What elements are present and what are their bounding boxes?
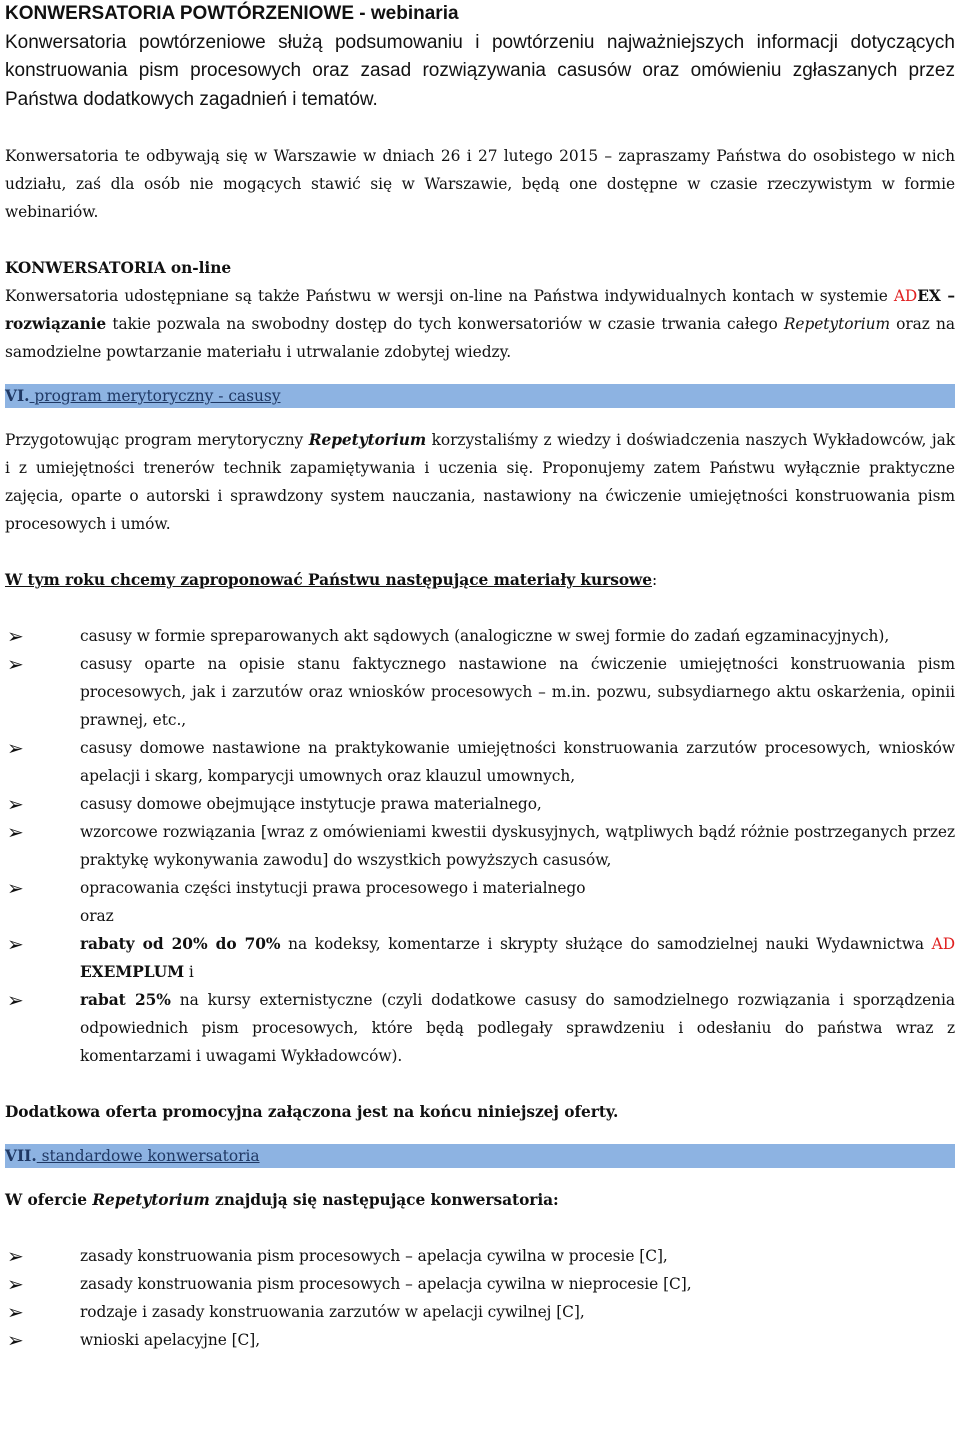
arrow-bullet-icon: ➢ — [7, 1272, 24, 1296]
section-vii-number: VII. — [5, 1147, 37, 1165]
list-item-text: zasady konstruowania pism procesowych – apelacja cywilna w nieprocesie [C], — [80, 1275, 692, 1293]
online-text-2: – rozwiązanie — [5, 287, 955, 333]
list-item — [5, 874, 955, 930]
online-text-5: oraz na samodzielne powtarzanie materiału i utrwalanie zdobytej wiedzy. — [5, 315, 955, 361]
list-item — [5, 1298, 955, 1326]
arrow-bullet-icon: ➢ — [7, 652, 24, 676]
list-item-text: rodzaje i zasady konstruowania zarzutów w apelacji cywilnej [C], — [80, 1303, 585, 1321]
materials-heading-colon: : — [652, 571, 658, 589]
arrow-bullet-icon: ➢ — [7, 1300, 24, 1324]
online-text-repetytorium: Repetytorium — [783, 315, 891, 333]
list-item — [5, 818, 955, 874]
offer-lead — [5, 1186, 955, 1214]
list-item — [5, 1242, 955, 1270]
konwersatoria-list — [5, 1242, 955, 1354]
arrow-bullet-icon: ➢ — [7, 820, 24, 844]
section-vii-title: standardowe konwersatoria — [36, 1147, 260, 1165]
oraz-text: oraz — [80, 907, 114, 925]
list-item — [5, 650, 955, 734]
list-item — [5, 622, 955, 650]
list-item — [5, 1326, 955, 1354]
webinaria-paragraph: Konwersatoria powtórzeniowe służą podsumowaniu i powtórzeniu najważniejszych informacji dotyczących konstruowania pism procesowych oraz zasad rozwiązywania casusów oraz omówieniu zgłaszanych przez Państwa dodatkowych zagadnień i tematów. — [5, 31, 955, 110]
list-item-text: casusy domowe obejmujące instytucje prawa materialnego, — [80, 795, 542, 813]
list-item-text: wnioski apelacyjne [C], — [80, 1331, 261, 1349]
arrow-bullet-icon: ➢ — [7, 624, 24, 648]
adex-brand-ex: EX — [917, 287, 941, 305]
arrow-bullet-icon: ➢ — [7, 1328, 24, 1352]
list-item-text: wzorcowe rozwiązania [wraz z omówieniami kwestii dyskusyjnych, wątpliwych bądź różnie postrzeganych przez praktykę wykonywania zawodu] do wszystkich powyższych casusów, — [80, 823, 955, 869]
arrow-bullet-icon: ➢ — [7, 1244, 24, 1268]
arrow-bullet-icon: ➢ — [7, 792, 24, 816]
publisher-brand-ad: AD — [931, 935, 955, 953]
arrow-bullet-icon: ➢ — [7, 876, 24, 900]
program-text-repetytorium: Repetytorium — [308, 431, 427, 449]
materials-heading — [5, 566, 955, 594]
list-item — [5, 986, 955, 1070]
arrow-bullet-icon: ➢ — [7, 932, 24, 956]
rabaty-text: na kodeksy, komentarze i skrypty służące do samodzielnej nauki Wydawnictwa — [280, 935, 932, 953]
adex-brand-ad: AD — [893, 287, 918, 305]
materials-heading-text: W tym roku chcemy zaproponować Państwu następujące materiały kursowe — [5, 571, 652, 589]
program-text-3: korzystaliśmy z wiedzy i doświadczenia naszych Wykładowców, jak i z umiejętności trenerów technik zapamiętywania i uczenia się. Proponujemy zatem Państwu wyłącznie praktyczne zajęcia, oparte o autorski i sprawdzony system nauczania, nastawiony na ćwiczenie umiejętności konstruowania pism procesowych i umów. — [5, 431, 955, 533]
list-item — [5, 1270, 955, 1298]
materials-list — [5, 622, 955, 1070]
list-item — [5, 734, 955, 790]
list-item — [5, 790, 955, 818]
webinaria-heading: KONWERSATORIA POWTÓRZENIOWE - webinaria — [5, 3, 459, 24]
list-item-text: casusy oparte na opisie stanu faktycznego nastawione na ćwiczenie umiejętności konstruowania pism procesowych, jak i zarzutów oraz wniosków procesowych – m.in. pozwu, subsydiarnego aktu oskarżenia, opinii prawnej, etc., — [80, 655, 955, 729]
rabat-bold: rabat 25% — [80, 991, 171, 1009]
section-vi-heading — [5, 384, 955, 408]
publisher-brand-exemplum: EXEMPLUM — [80, 963, 185, 981]
list-item-text: opracowania części instytucji prawa procesowego i materialnego — [80, 879, 586, 897]
rabaty-bold: rabaty od 20% do 70% — [80, 935, 281, 953]
arrow-bullet-icon: ➢ — [7, 736, 24, 760]
list-item-text: casusy domowe nastawione na praktykowanie umiejętności konstruowania zarzutów procesowych, wniosków apelacji i skarg, komparycji umownych oraz klauzul umownych, — [80, 739, 955, 785]
program-text-1: Przygotowując program merytoryczny — [5, 431, 309, 449]
rabaty-end: i — [184, 963, 194, 981]
online-text-1: Konwersatoria udostępniane są także Państwu w wersji on-line na Państwa indywidualnych kontach w systemie — [5, 287, 894, 305]
offer-lead-repetytorium: Repetytorium — [92, 1191, 210, 1209]
program-paragraph — [5, 426, 955, 538]
arrow-bullet-icon: ➢ — [7, 988, 24, 1012]
warsaw-dates-paragraph: Konwersatoria te odbywają się w Warszawie w dniach 26 i 27 lutego 2015 – zapraszamy Państwa do osobistego w nich udziału, zaś dla osób nie mogących stawić się w Warszawie, będą one dostępne w czasie rzeczywistym w formie webinariów. — [5, 147, 955, 221]
list-item — [5, 930, 955, 986]
section-vi-title: program merytoryczny - casusy — [29, 387, 281, 405]
online-paragraph — [5, 282, 955, 366]
section-vii-heading — [5, 1144, 955, 1168]
list-item-text: zasady konstruowania pism procesowych – apelacja cywilna w procesie [C], — [80, 1247, 668, 1265]
rabat-text: na kursy externistyczne (czyli dodatkowe casusy do samodzielnego rozwiązania i sporządzenia odpowiednich pism procesowych, które będą podlegały sprawdzeniu i odesłaniu do państwa wraz z komentarzami i uwagami Wykładowców). — [80, 991, 956, 1065]
online-heading: KONWERSATORIA on-line — [5, 259, 232, 277]
list-item-text: casusy w formie spreparowanych akt sądowych (analogiczne w swej formie do zadań egzaminacyjnych), — [80, 627, 890, 645]
offer-lead-1: W ofercie — [5, 1191, 93, 1209]
section-vi-number: VI. — [5, 387, 30, 405]
promo-note: Dodatkowa oferta promocyjna załączona jest na końcu niniejszej oferty. — [5, 1103, 619, 1121]
online-text-3: takie pozwala na swobodny dostęp do tych konwersatoriów w czasie trwania całego — [106, 315, 784, 333]
offer-lead-3: znajdują się następujące konwersatoria: — [209, 1191, 559, 1209]
